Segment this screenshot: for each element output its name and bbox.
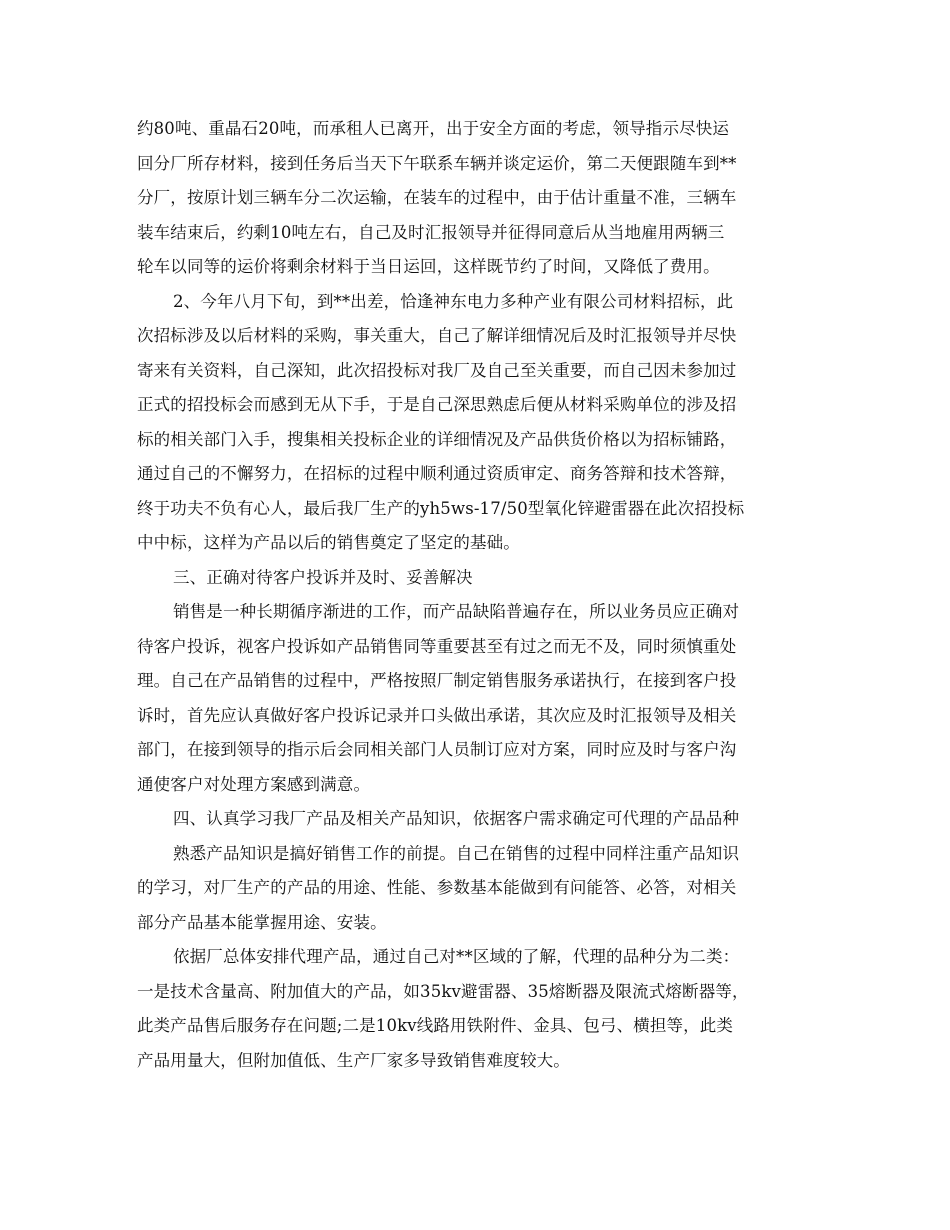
text-line: 四、认真学习我厂产品及相关产品知识，依据客户需求确定可代理的产品品种 xyxy=(173,809,740,828)
text-line: 标的相关部门入手，搜集相关投标企业的详细情况及产品供货价格以为招标铺路， xyxy=(137,429,737,449)
text-line: 理。自己在产品销售的过程中，严格按照厂制定销售服务承诺执行，在接到客户投 xyxy=(137,671,737,690)
text-line: 回分厂所存材料，接到任务后当天下午联系车辆并谈定运价，第二天便跟随车到** xyxy=(137,153,737,173)
document-body xyxy=(137,112,817,1078)
text-line: 三、正确对待客户投诉并及时、妥善解决 xyxy=(173,567,473,587)
text-line: 约80吨、重晶石20吨，而承租人已离开，出于安全方面的考虑，领导指示尽快运 xyxy=(137,119,730,138)
text-line: 产品用量大，但附加值低、生产厂家多导致销售难度较大。 xyxy=(137,1050,570,1070)
text-line: 分厂，按原计划三辆车分二次运输，在装车的过程中，由于估计重量不准，三辆车 xyxy=(137,188,737,207)
text-line: 待客户投诉，视客户投诉如产品销售同等重要甚至有过之而无不及，同时须慎重处 xyxy=(137,636,737,656)
text-line: 销售是一种长期循序渐进的工作，而产品缺陷普遍存在，所以业务员应正确对 xyxy=(173,602,740,621)
text-line: 终于功夫不负有心人，最后我厂生产的yh5ws-17/50型氧化锌避雷器在此次招投标 xyxy=(137,498,745,518)
text-line: 熟悉产品知识是搞好销售工作的前提。自己在销售的过程中同样注重产品知识 xyxy=(173,843,740,863)
text-line: 的学习，对厂生产的产品的用途、性能、参数基本能做到有问能答、必答，对相关 xyxy=(137,878,737,897)
text-line: 通过自己的不懈努力，在招标的过程中顺利通过资质审定、商务答辩和技术答辩， xyxy=(137,464,737,483)
text-line: 依据厂总体安排代理产品，通过自己对**区域的了解，代理的品种分为二类： xyxy=(173,947,740,966)
text-line: 寄来有关资料，自己深知，此次招投标对我厂及自己至关重要，而自己因未参加过 xyxy=(137,360,737,380)
text-line: 装车结束后，约剩10吨左右，自己及时汇报领导并征得同意后从当地雇用两辆三 xyxy=(137,222,725,242)
text-line: 通使客户对处理方案感到满意。 xyxy=(137,774,371,794)
text-line: 此类产品售后服务存在问题;二是10kv线路用铁附件、金具、包弓、横担等，此类 xyxy=(137,1016,734,1035)
text-line: 2、今年八月下旬，到**出差，恰逢神东电力多种产业有限公司材料招标，此 xyxy=(173,291,734,311)
text-line: 轮车以同等的运价将剩余材料于当日运回，这样既节约了时间，又降低了费用。 xyxy=(137,257,720,276)
text-line: 正式的招投标会而感到无从下手，于是自己深思熟虑后便从材料采购单位的涉及招 xyxy=(137,395,737,414)
text-line: 部分产品基本能掌握用途、安装。 xyxy=(137,912,387,932)
text-line: 诉时，首先应认真做好客户投诉记录并口头做出承诺，其次应及时汇报领导及相关 xyxy=(137,705,737,725)
text-line: 中中标，这样为产品以后的销售奠定了坚定的基础。 xyxy=(137,533,520,552)
text-line: 部门，在接到领导的指示后会同相关部门人员制订应对方案，同时应及时与客户沟 xyxy=(137,740,737,759)
text-line: 次招标涉及以后材料的采购，事关重大，自己了解详细情况后及时汇报领导并尽快 xyxy=(137,326,737,345)
text-line: 一是技术含量高、附加值大的产品，如35kv避雷器、35熔断器及限流式熔断器等， xyxy=(137,981,749,1001)
